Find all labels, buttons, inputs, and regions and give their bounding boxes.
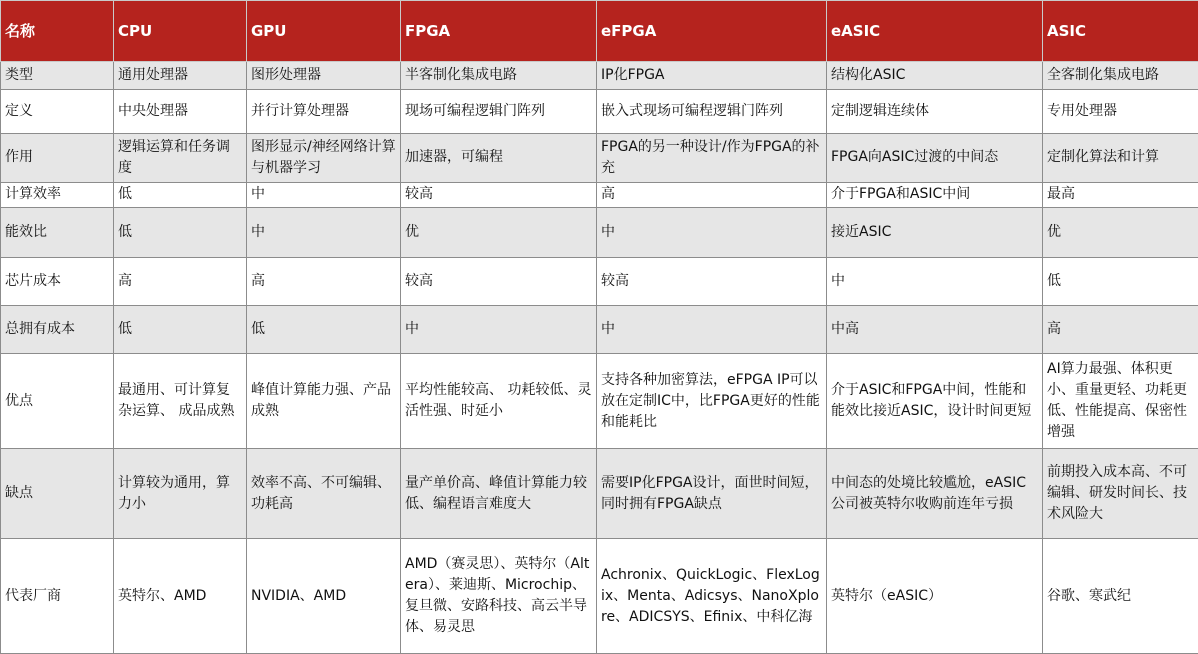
table-cell: 嵌入式现场可编程逻辑门阵列 (597, 90, 827, 134)
table-row (1, 90, 1198, 134)
table-row (1, 448, 1198, 538)
table-cell: 谷歌、寒武纪 (1043, 539, 1198, 654)
table-cell: 介于FPGA和ASIC中间 (827, 182, 1043, 207)
row-label: 缺点 (1, 448, 114, 538)
row-label: 能效比 (1, 207, 114, 257)
row-label: 定义 (1, 90, 114, 134)
table-cell: 最通用、可计算复杂运算、 成品成熟 (114, 354, 247, 448)
table-cell: 高 (247, 257, 401, 305)
table-cell: 低 (114, 306, 247, 354)
table-cell: 高 (597, 182, 827, 207)
table-row (1, 354, 1198, 448)
table-cell: 低 (247, 306, 401, 354)
table-cell: 前期投入成本高、不可编辑、研发时间长、技术风险大 (1043, 448, 1198, 538)
header-cell-efpga: eFPGA (597, 1, 827, 62)
table-cell: 介于ASIC和FPGA中间，性能和能效比接近ASIC，设计时间更短 (827, 354, 1043, 448)
table-cell: 量产单价高、峰值计算能力较低、编程语言难度大 (401, 448, 597, 538)
table-row (1, 182, 1198, 207)
table-row (1, 306, 1198, 354)
row-label: 类型 (1, 62, 114, 90)
table-cell: 并行计算处理器 (247, 90, 401, 134)
table-cell: 高 (1043, 306, 1198, 354)
table-body (1, 62, 1198, 654)
row-label: 优点 (1, 354, 114, 448)
table-cell: 定制逻辑连续体 (827, 90, 1043, 134)
table-cell: 较高 (401, 257, 597, 305)
table-cell: 中 (597, 306, 827, 354)
table-cell: AMD（赛灵思）、英特尔（Altera）、莱迪斯、Microchip、复旦微、安路科技、高云半导体、易灵思 (401, 539, 597, 654)
table-cell: 逻辑运算和任务调度 (114, 134, 247, 182)
header-cell-cpu: CPU (114, 1, 247, 62)
table-header (1, 1, 1198, 62)
row-label: 计算效率 (1, 182, 114, 207)
header-cell-asic: ASIC (1043, 1, 1198, 62)
table-cell: 计算较为通用，算力小 (114, 448, 247, 538)
table-cell: 半客制化集成电路 (401, 62, 597, 90)
table-cell: 全客制化集成电路 (1043, 62, 1198, 90)
table-cell: 最高 (1043, 182, 1198, 207)
table-cell: 加速器，可编程 (401, 134, 597, 182)
table-cell: 低 (1043, 257, 1198, 305)
table-cell: 效率不高、不可编辑、功耗高 (247, 448, 401, 538)
header-cell-fpga: FPGA (401, 1, 597, 62)
table-row (1, 134, 1198, 182)
table-cell: 支持各种加密算法，eFPGA IP可以放在定制IC中，比FPGA更好的性能和能耗比 (597, 354, 827, 448)
header-cell-name: 名称 (1, 1, 114, 62)
header-cell-gpu: GPU (247, 1, 401, 62)
table-cell: 中间态的处境比较尴尬，eASIC公司被英特尔收购前连年亏损 (827, 448, 1043, 538)
table-cell: 中 (247, 182, 401, 207)
table-row (1, 62, 1198, 90)
row-label: 总拥有成本 (1, 306, 114, 354)
table-cell: 低 (114, 207, 247, 257)
header-row (1, 1, 1198, 62)
table-row (1, 257, 1198, 305)
table-cell: 通用处理器 (114, 62, 247, 90)
table-cell: 结构化ASIC (827, 62, 1043, 90)
table-cell: IP化FPGA (597, 62, 827, 90)
table-cell: 接近ASIC (827, 207, 1043, 257)
table-cell: NVIDIA、AMD (247, 539, 401, 654)
table-cell: 中 (247, 207, 401, 257)
table-cell: 较高 (597, 257, 827, 305)
table-cell: 需要IP化FPGA设计，面世时间短，同时拥有FPGA缺点 (597, 448, 827, 538)
row-label: 作用 (1, 134, 114, 182)
table-cell: 低 (114, 182, 247, 207)
table-cell: 专用处理器 (1043, 90, 1198, 134)
table-cell: 中央处理器 (114, 90, 247, 134)
table-cell: 英特尔、AMD (114, 539, 247, 654)
table-cell: 平均性能较高、 功耗较低、灵活性强、时延小 (401, 354, 597, 448)
table-cell: 较高 (401, 182, 597, 207)
table-cell: 中 (827, 257, 1043, 305)
table-cell: 中高 (827, 306, 1043, 354)
table-cell: 图形显示/神经网络计算与机器学习 (247, 134, 401, 182)
table-cell: Achronix、QuickLogic、FlexLogix、Menta、Adicsys、NanoXplore、ADICSYS、Efinix、中科亿海 (597, 539, 827, 654)
table-cell: 中 (597, 207, 827, 257)
table-cell: 高 (114, 257, 247, 305)
table-cell: FPGA的另一种设计/作为FPGA的补充 (597, 134, 827, 182)
table-cell: 中 (401, 306, 597, 354)
table-cell: 图形处理器 (247, 62, 401, 90)
row-label: 代表厂商 (1, 539, 114, 654)
row-label: 芯片成本 (1, 257, 114, 305)
table-row (1, 539, 1198, 654)
table-cell: 现场可编程逻辑门阵列 (401, 90, 597, 134)
table-cell: 英特尔（eASIC） (827, 539, 1043, 654)
table-cell: AI算力最强、体积更小、重量更轻、功耗更低、性能提高、保密性增强 (1043, 354, 1198, 448)
table-cell: 优 (1043, 207, 1198, 257)
table-cell: FPGA向ASIC过渡的中间态 (827, 134, 1043, 182)
table-row (1, 207, 1198, 257)
header-cell-easic: eASIC (827, 1, 1043, 62)
table-cell: 峰值计算能力强、产品成熟 (247, 354, 401, 448)
table-cell: 优 (401, 207, 597, 257)
table-cell: 定制化算法和计算 (1043, 134, 1198, 182)
